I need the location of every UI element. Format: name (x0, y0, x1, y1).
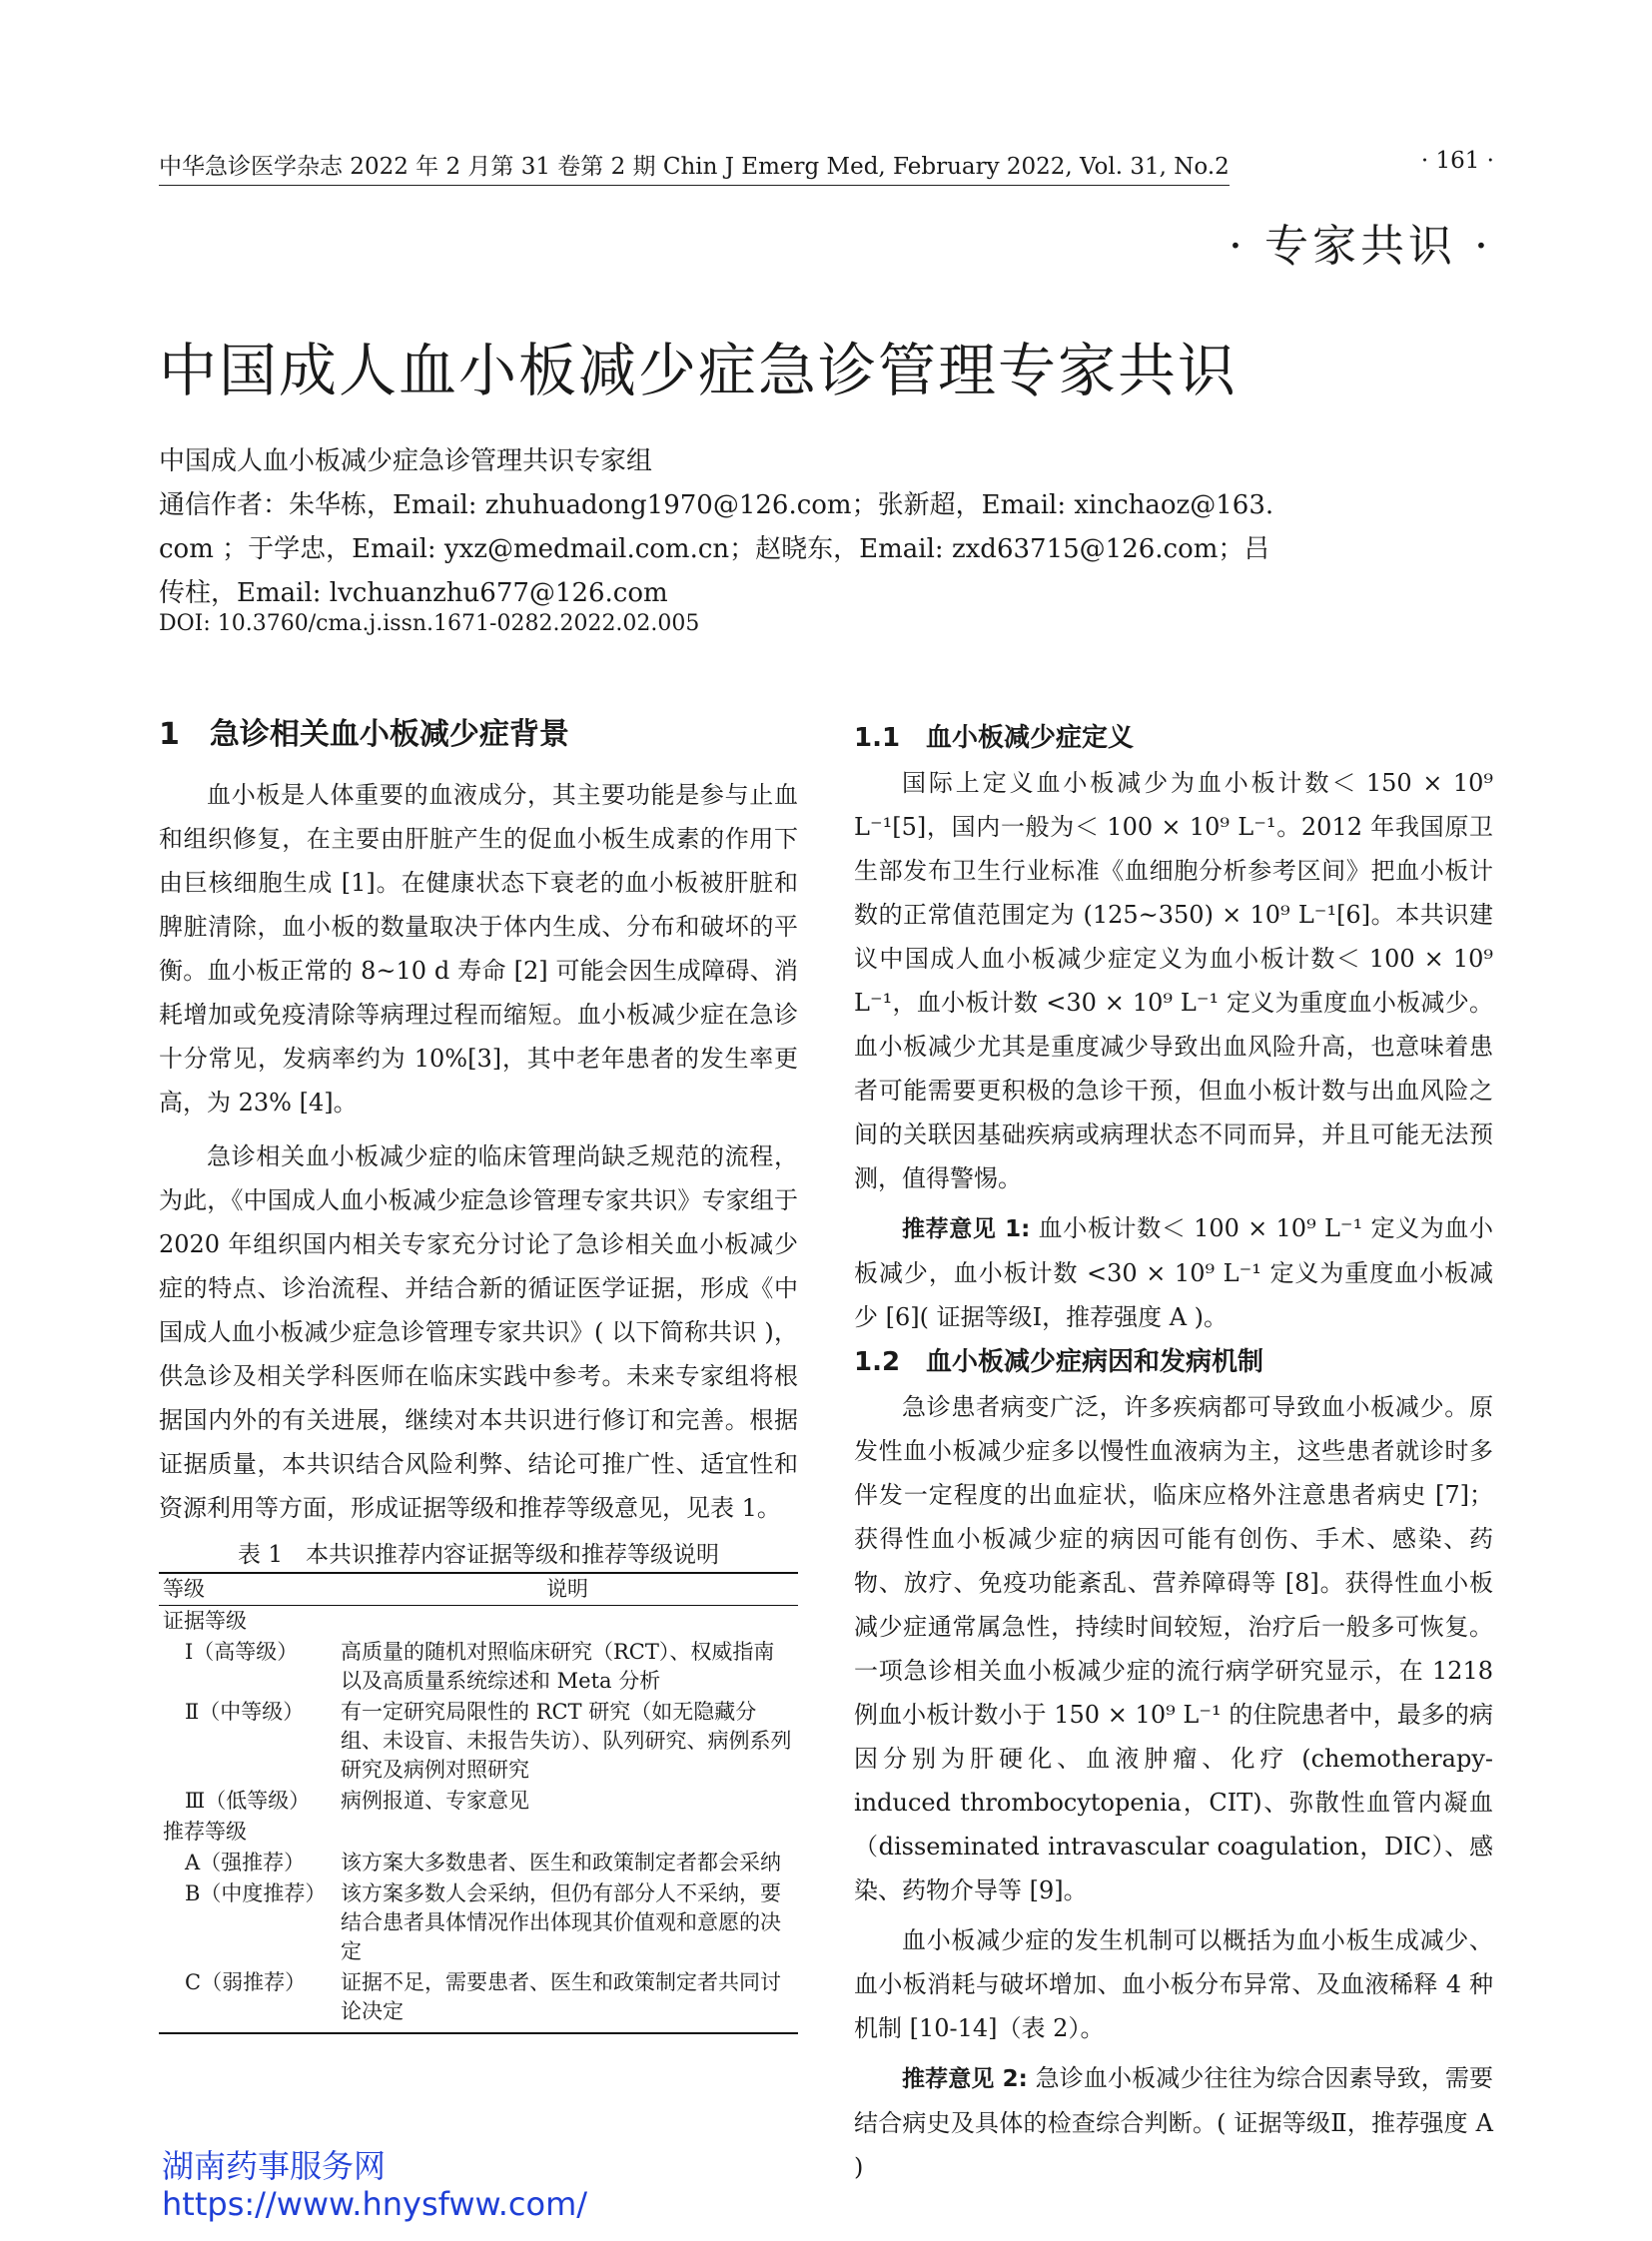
table-header-cell: 说明 (337, 1573, 798, 1606)
table-group-label: 证据等级 (163, 1609, 247, 1633)
table-row (159, 1697, 798, 1786)
correspondence-line: 传柱，Email: lvchuanzhu677@126.com (159, 578, 668, 608)
right-column (854, 715, 1493, 2189)
correspondence-line: 通信作者：朱华栋，Email: zhuhuadong1970@126.com；张新超，Email: xinchaoz@163. (159, 490, 1274, 520)
section-heading: 1 急诊相关血小板减少症背景 (159, 717, 569, 752)
journal-header: 中华急诊医学杂志 2022 年 2 月第 31 卷第 2 期 Chin J Emerg Med, February 2022, Vol. 31, No.2 (159, 148, 1230, 186)
paragraph: 血小板是人体重要的血液成分，其主要功能是参与止血和组织修复，在主要由肝脏产生的促血小板生成素的作用下由巨核细胞生成 [1]。在健康状态下衰老的血小板被肝脏和脾脏清除，血小板的数量取决于体内生成、分布和破坏的平衡。血小板正常的 8~10 d 寿命 [2] 可能会因生成障碍、消耗增加或免疫清除等病理过程而缩短。血小板减少症在急诊十分常见，发病率约为 10%[3]，其中老年患者的发生率更高，为 23% [4]。 (159, 781, 798, 1117)
table-header-cell: 等级 (159, 1573, 337, 1606)
table-cell: Ⅲ（低等级） (185, 1789, 311, 1813)
table-cell: 有一定研究局限性的 RCT 研究（如无隐藏分组、未设盲、未报告失访）、队列研究、病例系列研究及病例对照研究 (341, 1700, 792, 1782)
table-header-row (159, 1573, 798, 1606)
paragraph: 血小板减少症的发生机制可以概括为血小板生成减少、血小板消耗与破坏增加、血小板分布异常、及血液稀释 4 种机制 [10-14]（表 2）。 (854, 1926, 1493, 2042)
subsection-heading: 1.1 血小板减少症定义 (854, 723, 1135, 753)
correspondence-line: com ；于学忠，Email: yxz@medmail.com.cn；赵晓东，Email: zxd63715@126.com；吕 (159, 534, 1270, 564)
table-cell: 证据不足，需要患者、医生和政策制定者共同讨论决定 (337, 1967, 798, 2033)
table-cell: A（强推荐） (185, 1851, 306, 1874)
table-row (159, 1878, 798, 1967)
table-row (159, 1817, 798, 1848)
table-cell: Ⅱ（中等级） (185, 1700, 305, 1724)
article-title: 中国成人血小板减少症急诊管理专家共识 (159, 337, 1239, 404)
table-row (159, 1848, 798, 1878)
recommendation-2 (854, 2056, 1493, 2189)
table-cell: 该方案多数人会采纳，但仍有部分人不采纳，要结合患者具体情况作出体现其价值观和意愿的决定 (341, 1881, 781, 1963)
column-tag: · 专家共识 · (1229, 221, 1492, 272)
table-row (159, 1637, 798, 1697)
table-title: 表 1 本共识推荐内容证据等级和推荐等级说明 (238, 1542, 719, 1568)
table-row (159, 1967, 798, 2033)
recommendation-text: 血小板计数＜ 100 × 10⁹ L⁻¹ 定义为血小板减少，血小板计数 <30 × 10⁹ L⁻¹ 定义为重度血小板减少 [6]( 证据等级Ⅰ，推荐强度 A )。 (854, 1214, 1493, 1331)
table-cell: 该方案大多数患者、医生和政策制定者都会采纳 (341, 1851, 781, 1874)
table-cell: B（中度推荐） (185, 1881, 327, 1905)
recommendation-1 (854, 1206, 1493, 1339)
doi: DOI: 10.3760/cma.j.issn.1671-0282.2022.02.005 (159, 611, 700, 636)
table-cell: 病例报道、专家意见 (341, 1789, 529, 1813)
left-column (159, 713, 798, 1530)
recommendation-text: 急诊血小板减少往往为综合因素导致，需要结合病史及具体的检查综合判断。( 证据等级Ⅱ，推荐强度 A ) (854, 2064, 1493, 2181)
table-cell: C（弱推荐） (159, 1967, 337, 2033)
table-row (159, 1786, 798, 1817)
table-group-label: 推荐等级 (163, 1820, 247, 1844)
table-cell: Ⅰ（高等级） (185, 1640, 299, 1664)
table-cell: 高质量的随机对照临床研究（RCT）、权威指南以及高质量系统综述和 Meta 分析 (341, 1640, 775, 1693)
paragraph: 国际上定义血小板减少为血小板计数＜ 150 × 10⁹ L⁻¹[5]，国内一般为＜ 100 × 10⁹ L⁻¹。2012 年我国原卫生部发布卫生行业标准《血细胞分析参考区间》把血小板计数的正常值范围定为 (125~350) × 10⁹ L⁻¹[6]。本共识建议中国成人血小板减少症定义为血小板计数＜ 100 × 10⁹ L⁻¹，血小板计数 <30 × 10⁹ L⁻¹ 定义为重度血小板减少。血小板减少尤其是重度减少导致出血风险升高，也意味着患者可能需要更积极的急诊干预，但血小板计数与出血风险之间的关联因基础疾病或病理状态不同而异，并且可能无法预测，值得警惕。 (854, 769, 1493, 1192)
watermark-url[interactable]: https://www.hnysfww.com/ (162, 2185, 588, 2223)
evidence-table (159, 1572, 798, 2034)
watermark-name: 湖南药事服务网 (162, 2147, 387, 2185)
subsection-heading: 1.2 血小板减少症病因和发病机制 (854, 1347, 1264, 1377)
page-number: · 161 · (1420, 148, 1494, 174)
author-block (159, 439, 1337, 615)
author-group: 中国成人血小板减少症急诊管理共识专家组 (159, 446, 653, 476)
recommendation-label: 推荐意见 2: (902, 2066, 1028, 2092)
recommendation-label: 推荐意见 1: (902, 1216, 1031, 1242)
table-row (159, 1606, 798, 1638)
watermark (162, 2147, 587, 2223)
paragraph: 急诊患者病变广泛，许多疾病都可导致血小板减少。原发性血小板减少症多以慢性血液病为主，这些患者就诊时多伴发一定程度的出血症状，临床应格外注意患者病史 [7]；获得性血小板减少症的病因可能有创伤、手术、感染、药物、放疗、免疫功能紊乱、营养障碍等 [8]。获得性血小板减少症通常属急性，持续时间较短，治疗后一般多可恢复。一项急诊相关血小板减少症的流行病学研究显示，在 1218 例血小板计数小于 150 × 10⁹ L⁻¹ 的住院患者中，最多的病因分别为肝硬化、血液肿瘤、化疗 (chemotherapy-induced thrombocytopenia，CIT)、弥散性血管内凝血（disseminated intravascular coagulation，DIC）、感染、药物介导等 [9]。 (854, 1393, 1493, 1904)
paragraph: 急诊相关血小板减少症的临床管理尚缺乏规范的流程，为此，《中国成人血小板减少症急诊管理专家共识》专家组于 2020 年组织国内相关专家充分讨论了急诊相关血小板减少症的特点、诊治流程、并结合新的循证医学证据，形成《中国成人血小板减少症急诊管理专家共识》( 以下简称共识 )，供急诊及相关学科医师在临床实践中参考。未来专家组将根据国内外的有关进展，继续对本共识进行修订和完善。根据证据质量，本共识结合风险利弊、结论可推广性、适宜性和资源利用等方面，形成证据等级和推荐等级意见，见表 1。 (159, 1142, 798, 1522)
